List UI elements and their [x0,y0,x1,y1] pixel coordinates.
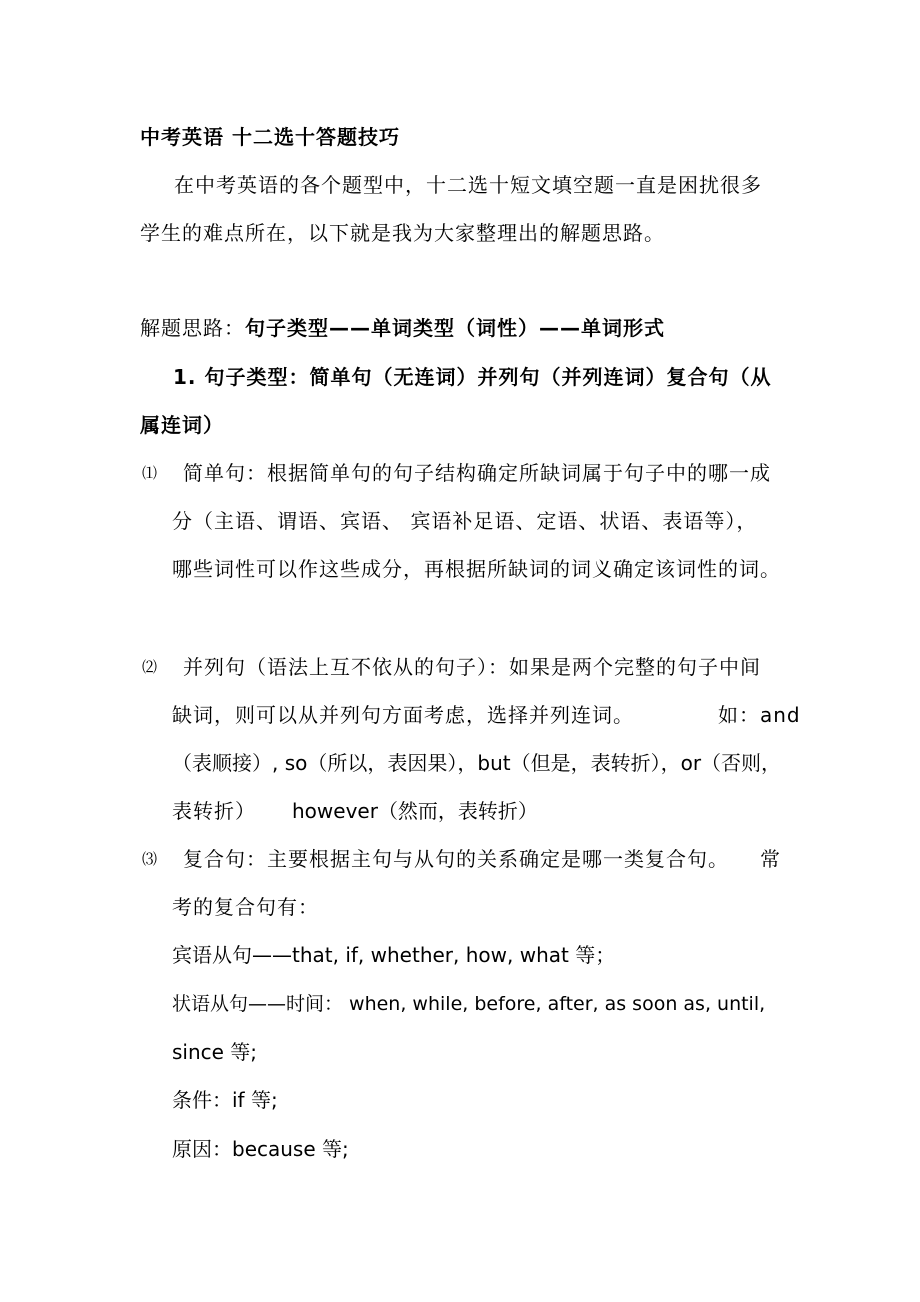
item3-line: 原因：because 等; [172,1137,349,1161]
item2-marker: ⑵ [142,658,158,676]
intro-line-2: 学生的难点所在，以下就是我为大家整理出的解题思路。 [140,221,665,245]
item2-line: （表顺接）, so（所以，表因果），but（但是，表转折），or（否则， [172,751,782,775]
item3-line: 状语从句——时间： when, while, before, after, as soon as, until, [172,993,766,1015]
item3-line: 宾语从句——that, if, whether, how, what 等； [172,943,616,967]
item1-line: 分（主语、谓语、宾语、 宾语补足语、定语、状语、表语等）， [172,509,758,533]
intro-line-1: 在中考英语的各个题型中，十二选十短文填空题一直是困扰很多 [174,173,762,197]
item3-line: since 等; [172,1040,258,1064]
item1-line: 简单句：根据简单句的句子结构确定所缺词属于句子中的哪一成 [183,461,771,485]
approach-text: 句子类型——单词类型（词性）——单词形式 [245,316,665,340]
approach-label: 解题思路： [140,316,245,340]
section1-heading: 1. 句子类型：简单句（无连词）并列句（并列连词）复合句（从 [173,365,772,389]
item3-line: 复合句：主要根据主句与从句的关系确定是哪一类复合句。 [183,847,729,871]
item3-line: 条件：if 等; [172,1088,278,1112]
item3-marker: ⑶ [142,850,158,868]
document-title: 中考英语 十二选十答题技巧 [140,125,400,149]
item2-line-example: 如：and [718,703,801,727]
item3-line: 常 [760,847,781,871]
item2-line: 表转折） [172,799,256,823]
item1-line: 哪些词性可以作这些成分，再根据所缺词的词义确定该词性的词。 [172,557,781,581]
item2-line: however（然而，表转折） [292,799,538,823]
item2-line: 并列句（语法上互不依从的句子）：如果是两个完整的句子中间 [183,655,761,679]
item3-line: 考的复合句有： [172,895,319,919]
item2-line: 缺词，则可以从并列句方面考虑，选择并列连词。 [172,703,634,727]
approach-line [140,315,665,341]
item1-marker: ⑴ [142,464,158,482]
section1-heading-cont: 属连词） [140,413,224,437]
